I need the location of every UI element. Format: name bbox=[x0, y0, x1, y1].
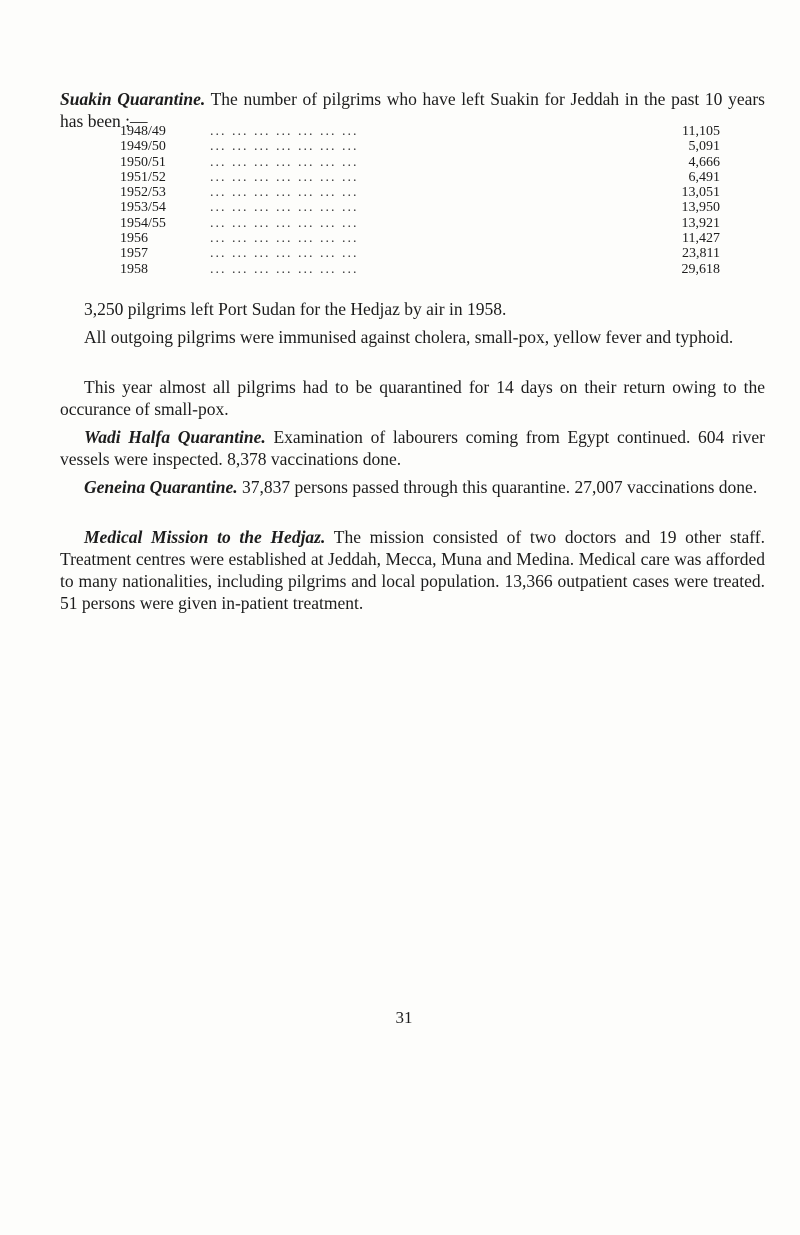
wadi-halfa-text: Examination of labourers coming from Egypt continued. 604 river vessels were inspected. 8,378 vaccinations done. bbox=[60, 427, 765, 469]
page-number: 31 bbox=[395, 1008, 413, 1027]
leader-dots: ... ... ... ... ... ... ... bbox=[210, 124, 359, 139]
air-paragraph: 3,250 pilgrims left Port Sudan for the Hedjaz by air in 1958. bbox=[84, 299, 507, 319]
pilgrim-count-cell: 6,491 bbox=[688, 169, 720, 185]
pilgrim-count-cell: 13,921 bbox=[681, 215, 720, 231]
leader-dots: ... ... ... ... ... ... ... bbox=[210, 139, 359, 155]
table-row bbox=[120, 216, 720, 231]
wadi-halfa-heading: Wadi Halfa Quarantine. bbox=[84, 427, 266, 447]
leader-dots: ... ... ... ... ... ... ... bbox=[210, 215, 359, 231]
immunised-paragraph: All outgoing pilgrims were immunised against cholera, small-pox, yellow fever and typhoid. bbox=[84, 327, 734, 347]
pilgrim-count-cell: 5,091 bbox=[688, 139, 720, 155]
year-cell: 1948/49 bbox=[120, 124, 166, 139]
year-cell: 1958 bbox=[120, 261, 148, 277]
leader-dots: ... ... ... ... ... ... ... bbox=[210, 154, 359, 170]
suakin-intro-text: The number of pilgrims who have left Suakin for Jeddah in the past 10 years has been :— bbox=[60, 89, 765, 131]
quarantined-paragraph: This year almost all pilgrims had to be quarantined for 14 days on their return owing to the occurance of small-pox. bbox=[60, 377, 765, 419]
geneina-paragraph bbox=[60, 476, 765, 498]
leader-dots: ... ... ... ... ... ... ... bbox=[210, 200, 359, 216]
year-cell: 1949/50 bbox=[120, 139, 166, 155]
table-row bbox=[120, 185, 720, 200]
table-row bbox=[120, 170, 720, 185]
pilgrim-count-cell: 13,051 bbox=[681, 185, 720, 201]
leader-dots: ... ... ... ... ... ... ... bbox=[210, 185, 359, 201]
medical-mission-text: The mission consisted of two doctors and 19 other staff. Treatment centres were established at Jeddah, Mecca, Muna and Medina. Medical care was afforded to many nationalities, including pilgrims and local population. 13,366 outpatient cases were treated. 51 persons were given in-patient treatment. bbox=[60, 527, 765, 613]
table-row bbox=[120, 231, 720, 246]
pilgrim-count-cell: 4,666 bbox=[688, 154, 720, 170]
table-row bbox=[120, 139, 720, 154]
pilgrim-count-cell: 13,950 bbox=[681, 200, 720, 216]
year-cell: 1950/51 bbox=[120, 154, 166, 170]
pilgrim-count-cell: 11,427 bbox=[682, 231, 720, 247]
pilgrim-count-cell: 11,105 bbox=[682, 124, 720, 139]
leader-dots: ... ... ... ... ... ... ... bbox=[210, 261, 359, 277]
pilgrims-table bbox=[120, 124, 720, 277]
suakin-heading: Suakin Quarantine. bbox=[60, 89, 206, 109]
geneina-heading: Geneina Quarantine. bbox=[84, 477, 238, 497]
year-cell: 1956 bbox=[120, 231, 148, 247]
table-row bbox=[120, 155, 720, 170]
table-row bbox=[120, 124, 720, 139]
leader-dots: ... ... ... ... ... ... ... bbox=[210, 169, 359, 185]
year-cell: 1957 bbox=[120, 246, 148, 262]
medical-mission-heading: Medical Mission to the Hedjaz. bbox=[84, 527, 326, 547]
pilgrim-count-cell: 23,811 bbox=[682, 246, 720, 262]
year-cell: 1951/52 bbox=[120, 169, 166, 185]
year-cell: 1952/53 bbox=[120, 185, 166, 201]
wadi-halfa-paragraph bbox=[60, 426, 765, 470]
table-row bbox=[120, 262, 720, 277]
leader-dots: ... ... ... ... ... ... ... bbox=[210, 231, 359, 247]
table-row bbox=[120, 200, 720, 215]
leader-dots: ... ... ... ... ... ... ... bbox=[210, 246, 359, 262]
medical-mission-paragraph bbox=[60, 526, 765, 614]
pilgrim-count-cell: 29,618 bbox=[681, 261, 720, 277]
table-row bbox=[120, 246, 720, 261]
year-cell: 1953/54 bbox=[120, 200, 166, 216]
geneina-text: 37,837 persons passed through this quarantine. 27,007 vaccinations done. bbox=[242, 477, 758, 497]
year-cell: 1954/55 bbox=[120, 215, 166, 231]
